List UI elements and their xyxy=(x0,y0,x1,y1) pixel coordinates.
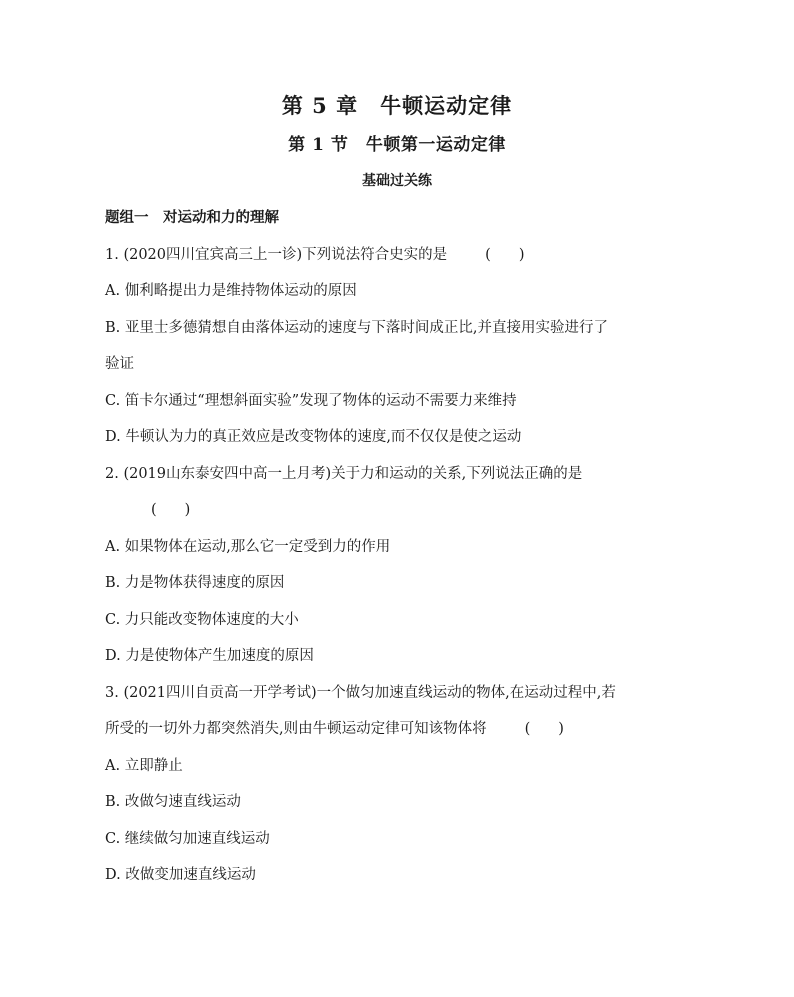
question-content xyxy=(105,200,695,894)
question-3-option-b: B. 改做匀速直线运动 xyxy=(105,794,241,810)
chapter-title: 第 5 章 牛顿运动定律 xyxy=(281,93,513,118)
answer-bracket-1[interactable]: ( ) xyxy=(485,246,525,263)
question-1-text: 1. (2020四川宜宾高三上一诊)下列说法符合史实的是 xyxy=(105,246,448,263)
question-1-option-b: B. 亚里士多德猜想自由落体运动的速度与下落时间成正比,并直接用实验进行了 xyxy=(105,319,608,336)
question-3-text: 所受的一切外力都突然消失,则由牛顿运动定律可知该物体将 xyxy=(105,721,487,737)
question-2-option-c: C. 力只能改变物体速度的大小 xyxy=(105,611,299,628)
question-1-option-a: A. 伽利略提出力是维持物体运动的原因 xyxy=(105,283,357,299)
answer-bracket-3[interactable]: ( ) xyxy=(524,721,564,737)
answer-bracket-2[interactable]: ( ) xyxy=(151,502,191,518)
question-3-option-d: D. 改做变加速直线运动 xyxy=(105,867,256,883)
question-3-stem-line-2 xyxy=(105,711,695,748)
question-1-option-b-cont: 验证 xyxy=(105,356,134,372)
question-2-option-d: D. 力是使物体产生加速度的原因 xyxy=(105,648,314,664)
question-group-title: 题组一 对运动和力的理解 xyxy=(105,209,279,226)
question-3-option-c: C. 继续做匀加速直线运动 xyxy=(105,830,270,847)
question-1-option-c: C. 笛卡尔通过“理想斜面实验”发现了物体的运动不需要力来维持 xyxy=(105,392,517,409)
question-1-option-d: D. 牛顿认为力的真正效应是改变物体的速度,而不仅仅是使之运动 xyxy=(105,429,522,445)
question-2-option-a: A. 如果物体在运动,那么它一定受到力的作用 xyxy=(105,538,391,555)
question-2-stem: 2. (2019山东泰安四中高一上月考)关于力和运动的关系,下列说法正确的是 xyxy=(105,465,583,482)
subsection-title: 基础过关练 xyxy=(362,173,432,189)
question-3-option-a: A. 立即静止 xyxy=(105,757,183,774)
question-2-option-b: B. 力是物体获得速度的原因 xyxy=(105,575,285,591)
answer-bracket-2-line xyxy=(105,492,695,529)
question-3-stem-line-1: 3. (2021四川自贡高一开学考试)一个做匀加速直线运动的物体,在运动过程中,若 xyxy=(105,684,616,701)
section-title: 第 1 节 牛顿第一运动定律 xyxy=(288,135,506,155)
question-1-stem xyxy=(105,237,695,274)
